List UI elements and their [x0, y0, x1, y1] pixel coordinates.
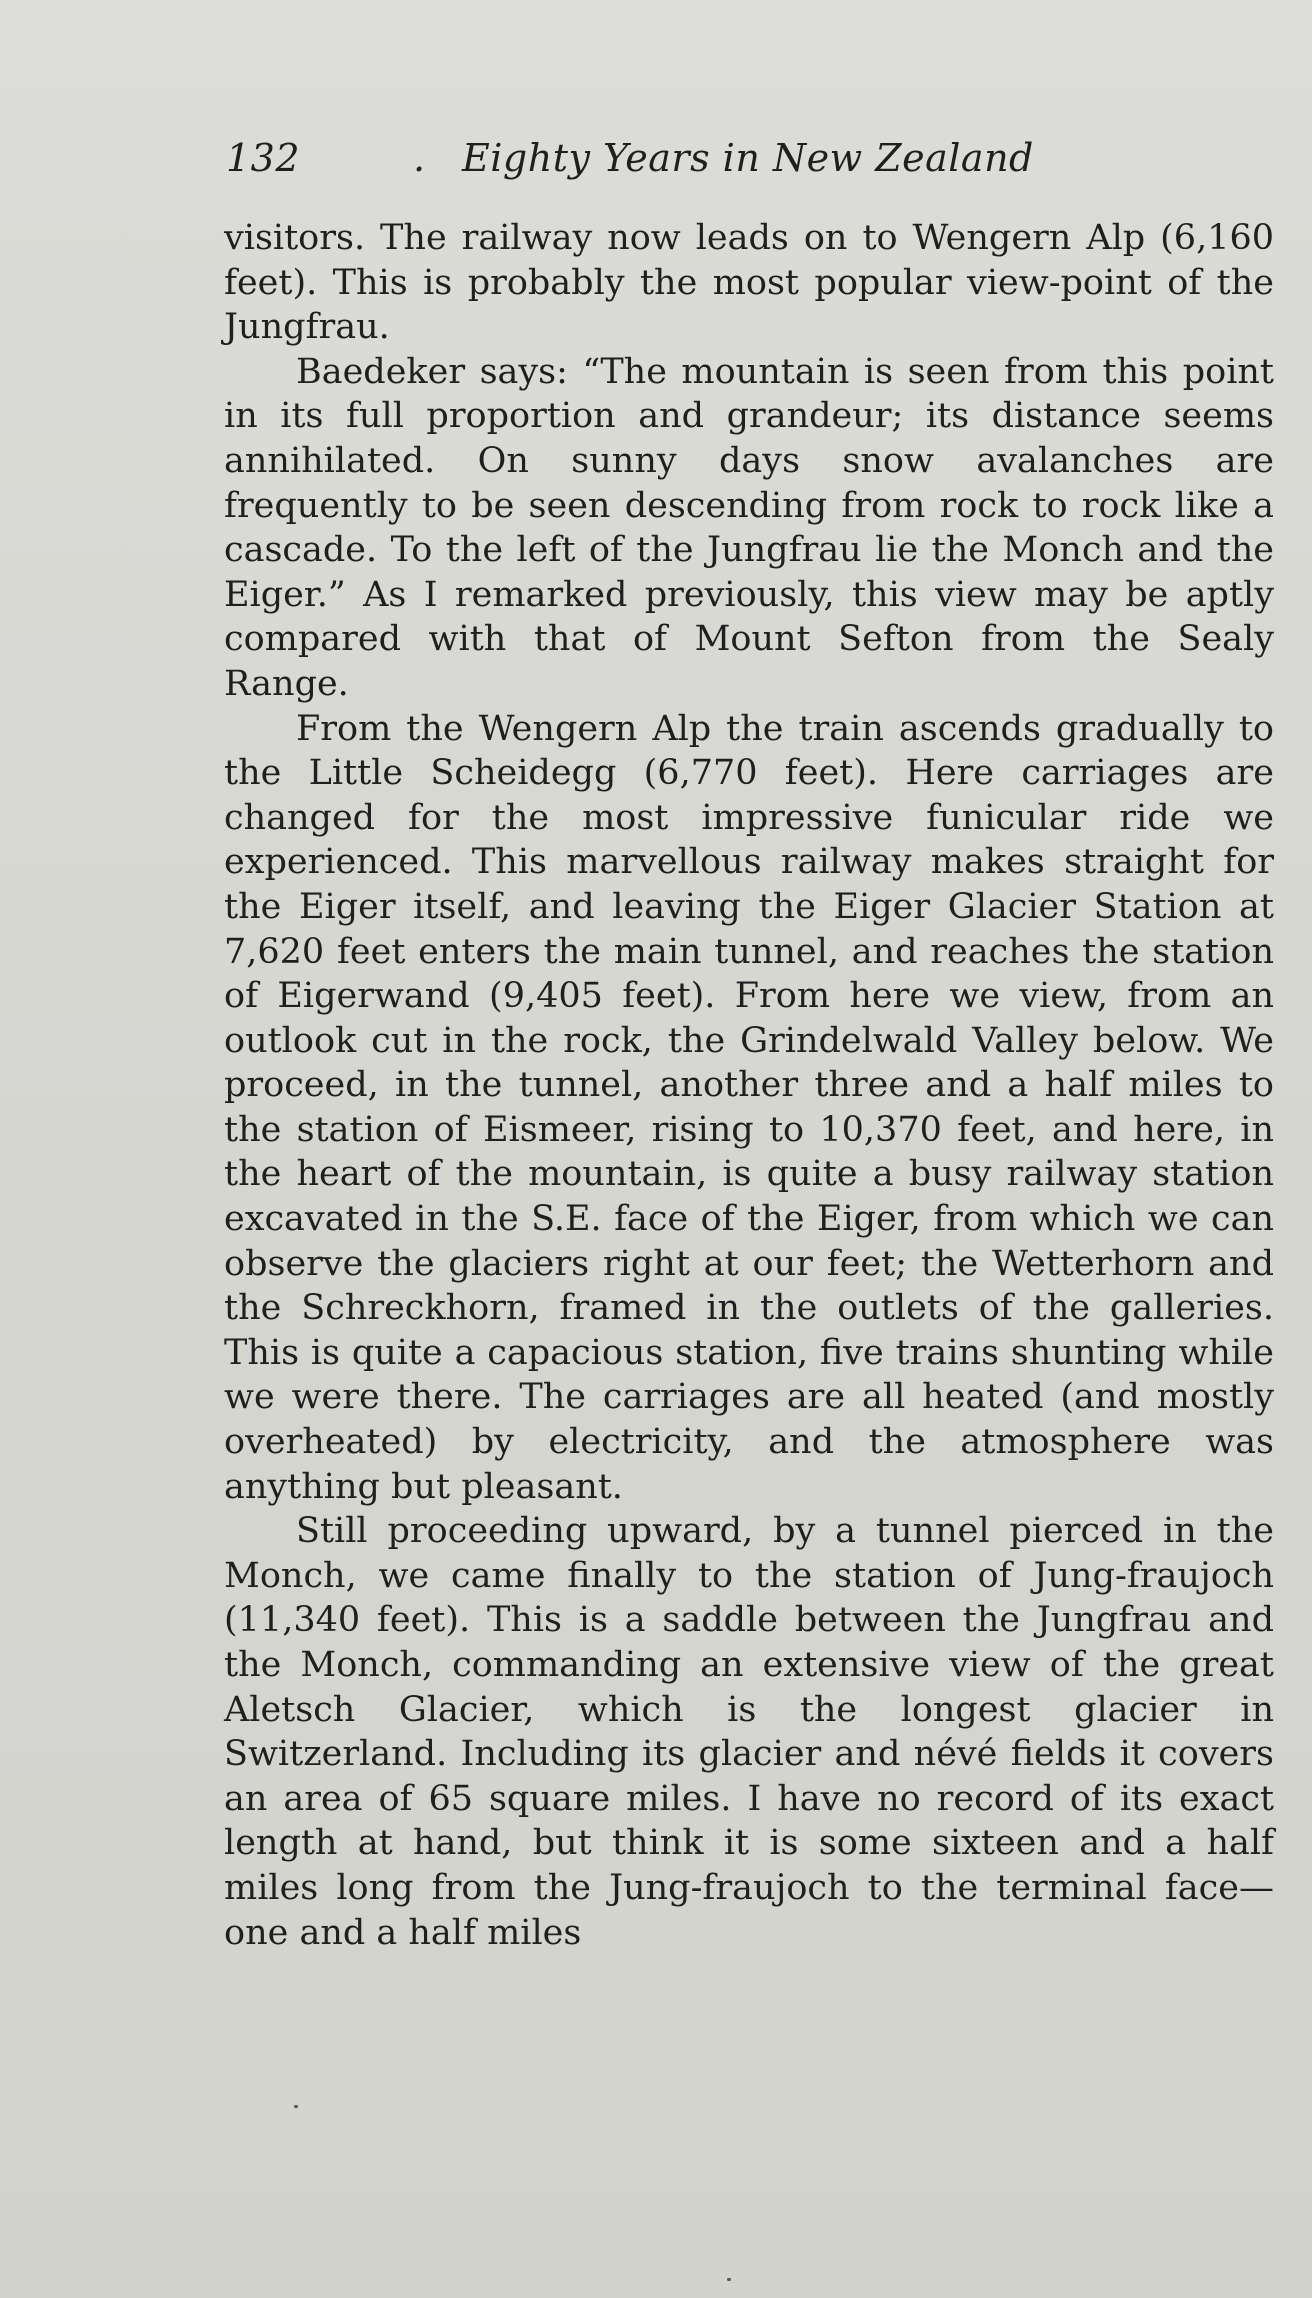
- stray-ink-mark: [294, 2105, 298, 2108]
- body-text: [224, 216, 1274, 1955]
- running-head-separator: .: [413, 136, 426, 180]
- paragraph-3: From the Wengern Alp the train ascends gradually to the Little Scheidegg (6,770 feet). Here carriages are changed for the most impressive funicular ride we experienced. This marvellous railway makes straight for the Eiger itself, and leaving the Eiger Glacier Station at 7,620 feet enters the main tunnel, and reaches the station of Eigerwand (9,405 feet). From here we view, from an outlook cut in the rock, the Grindelwald Valley below. We proceed, in the tunnel, another three and a half miles to the station of Eismeer, rising to 10,370 feet, and here, in the heart of the mountain, is quite a busy railway station excavated in the S.E. face of the Eiger, from which we can observe the glaciers right at our feet; the Wetterhorn and the Schreckhorn, framed in the outlets of the galleries. This is quite a capacious station, five trains shunting while we were there. The carriages are all heated (and mostly overheated) by electricity, and the atmosphere was anything but pleasant.: [224, 708, 1274, 1507]
- page-number: 132: [226, 136, 301, 180]
- book-title: Eighty Years in New Zealand: [462, 136, 1034, 180]
- paragraph-2: Baedeker says: “The mountain is seen from this point in its full proportion and grandeur; its distance seems annihilated. On sunny days snow avalanches are frequently to be seen descending from rock to rock like a cascade. To the left of the Jungfrau lie the Monch and the Eiger.” As I remarked previously, this view may be aptly compared with that of Mount Sefton from the Sealy Range.: [224, 351, 1274, 704]
- paragraph-4: Still proceeding upward, by a tunnel pierced in the Monch, we came finally to the station of Jung-fraujoch (11,340 feet). This is a saddle between the Jungfrau and the Monch, commanding an extensive view of the great Aletsch Glacier, which is the longest glacier in Switzerland. Including its glacier and névé fields it covers an area of 65 square miles. I have no record of its exact length at hand, but think it is some sixteen and a half miles long from the Jung-fraujoch to the terminal face—one and a half miles: [224, 1511, 1274, 1953]
- running-head: [226, 128, 1276, 188]
- stray-ink-mark: [727, 2278, 731, 2281]
- paragraph-1: visitors. The railway now leads on to Wengern Alp (6,160 feet). This is probably the most popular view-point of the Jungfrau.: [224, 218, 1274, 348]
